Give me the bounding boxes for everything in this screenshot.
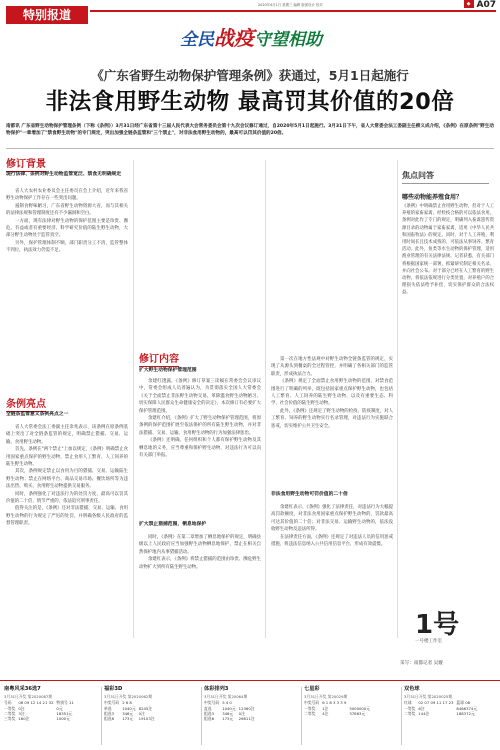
lottery-block: [4, 685, 98, 747]
lottery-footer: [0, 680, 500, 750]
page-number-badge-icon: ◆: [464, 0, 474, 8]
lottery-results-table: [204, 700, 258, 722]
lottery-results-table: [404, 700, 480, 716]
table-cell: 0注: [138, 711, 145, 717]
table-cell: 0注: [238, 711, 245, 717]
col2-para-3: 《条例》还明确，任何组织和个人都有保护野生动物及其栖息地的义务，应当尊重和保护野生动物，对违法行为可以向有关部门举报。: [139, 438, 261, 459]
lottery-title: 南粤风采36选7: [4, 686, 41, 692]
table-cell: 188372元: [456, 711, 475, 717]
col2-subhead: 扩大野生动物保护管理范围: [139, 368, 197, 373]
footer-divider: [201, 687, 202, 745]
slogan-part-2: 战疫: [214, 26, 254, 50]
section-title-highlights: 条例亮点: [6, 395, 46, 410]
table-cell: 8245注: [138, 705, 153, 711]
table-cell: 组选3: [204, 711, 215, 717]
table-cell: 0元: [56, 705, 63, 711]
col2-subhead-2: 扩大禁止猎捕范围，栖息地保护: [139, 522, 207, 527]
table-cell: 160注: [18, 716, 30, 722]
table-cell: 02 07 09 11 17 23: [418, 700, 454, 706]
table-cell: 一等奖: [4, 705, 16, 711]
lottery-title: 福彩3D: [104, 686, 123, 692]
table-cell: 19103注: [138, 716, 155, 722]
col2-para-2: 余建红介绍，《条例》扩大了野生动物保护管理范围，将原条例的保护范围扩展至依法保护的所有陆生野生动物，并对非法猎捕、交易、运输、食用野生动物的行为加强法律惩治。: [139, 416, 261, 436]
table-cell: 1000元: [56, 716, 70, 722]
table-cell: 0注: [18, 705, 25, 711]
col3-para-1: 第一次在地方性法规中对野生动物全链条监管的规定，实现了从源头到餐桌的全过程管控，并明确了各相关部门的监管职责，形成执法合力。: [271, 357, 393, 377]
table-cell: 红球: [404, 700, 412, 706]
table-cell: 3注: [18, 711, 25, 717]
special-report-tag: 特别报道: [6, 6, 88, 24]
table-cell: 18351元: [56, 711, 73, 717]
masthead: [0, 0, 500, 62]
section-title-background: 修订背景: [6, 155, 46, 170]
col3-para-3: 此外，《条例》还规定了野生动物的检疫、防疫制度，对人工繁育、饲养的野生动物实行名录管理，对违法行为实施联合惩戒，切实维护公共卫生安全。: [271, 408, 393, 429]
slogan-part-3: 守望相助: [254, 30, 322, 50]
table-cell: 组选6: [204, 716, 215, 722]
table-cell: 346元: [222, 711, 234, 717]
col3-para-4: 余建红表示，《条例》强化了法律责任，对违法行为大幅提高罚款额度，对非法食用国家重点保护野生动物的，罚款最高可达其价值的二十倍；对非法交易、运输野生动物的，依法没收野生动物及违法所得。: [271, 505, 393, 533]
table-cell: 346元: [122, 711, 134, 717]
col1-para-7: 其次，条例规定禁止以食用为目的猎捕、交易、运输陆生野生动物；禁止在网络平台、商品交易市场、餐饮场所等为违法出售、购买、食用野生动物提供交易服务。: [6, 469, 128, 490]
col3-body: [271, 356, 393, 486]
article-headline: 非法食用野生动物 最高罚其价值的20倍: [45, 89, 455, 115]
article-lead: 南都讯 广东省野生动物保护管理条例（下称《条例》）3月31日经广东省第十三届人民代表大会常务委员会第十九次会议修订通过，自2020年5月1日起施行。3月31日下午，省人大常委会法工委副主任柳义成介绍，《条例》在原条例"野生动物保护"一章增加了"禁食野生动物"的专门规定，突出加强全链条监管和"三个禁止"，对非法食用野生动物的，最高可以罚其价值的20倍。: [6, 124, 494, 137]
lottery-title: 双色球: [404, 686, 420, 692]
lottery-draw-info: 3月31日开奖 第2020062期: [104, 694, 153, 699]
col2-body-2: [139, 534, 261, 676]
col1-para-6: 首先，条例在"两个禁止"上加以规定，《条例》明确禁止食用国家重点保护的野生动物，禁止食用人工繁育、人工饲养的陆生野生动物。: [6, 447, 128, 468]
col1-body-2: [6, 424, 128, 676]
col2-para-4: 同时，《条例》在第二章增加了栖息地保护的规定，明确县级以上人民政府应当加强野生动物栖息地保护，禁止在相关自然保护地内从事猎捕活动。: [139, 535, 261, 555]
lottery-draw-info: 3月31日开奖 第20064期: [204, 694, 248, 699]
table-row: [404, 711, 480, 716]
page-number-label: A07: [476, 0, 496, 10]
lottery-block: [304, 685, 398, 747]
table-row: [304, 711, 373, 716]
article-kicker: 《广东省野生动物保护管理条例》获通过，5月1日起施行: [91, 68, 409, 83]
lottery-block: [104, 685, 198, 747]
col2-para-1: 余建红透露，《条例》修订草案三读稿在常委会会议审议中，常委会组成人员普遍认为，为贯彻落实全国人大常委会《关于全面禁止非法野生动物交易、革除滥食野生动物陋习、切实保障人民群众生命健康安全的决定》，本次修订有必要扩大保护管理范围。: [139, 379, 261, 414]
lottery-results-table: [304, 700, 373, 716]
col1-para-8: 同时，条例强化了对违法行为的处罚力度，最高可以罚其价值的二十倍，情节严重的，依法追究刑事责任。: [6, 491, 128, 505]
col1-para-3: 一方面，现有法律对野生动物的保护范围主要是珍贵、濒危、有益或者有重要经济、科学研究价值的陆生野生动物，大部分野生动物处于监管真空。: [6, 218, 128, 239]
studio-logo: [415, 612, 467, 654]
col2-para-5: 余建红表示，《条例》将禁止猎捕的范围由珍贵、濒危野生动物扩大到所有陆生野生动物。: [139, 557, 261, 570]
table-cell: 37863元: [349, 711, 366, 717]
table-cell: 06 09 12 14 21 32: [18, 700, 54, 706]
col1-body: [6, 188, 128, 388]
column-divider: [133, 160, 134, 638]
table-cell: 26611注: [238, 716, 255, 722]
lottery-draw-info: 3月31日开奖 第2020087期: [4, 694, 53, 699]
table-cell: 1040元: [222, 705, 236, 711]
table-cell: 特别号 11: [56, 700, 74, 706]
issue-meta: 2020年4月1日 星期三 编辑 版面设计 校对: [258, 3, 323, 7]
lottery-title: 七星彩: [304, 686, 320, 692]
col3-subhead: 非法食用野生动物可罚价值的二十倍: [271, 492, 348, 497]
table-cell: 8466374元: [456, 705, 478, 711]
table-cell: 12360注: [238, 705, 255, 711]
table-cell: 号码: [4, 700, 12, 706]
section-title-revision: 修订内容: [139, 350, 179, 365]
table-row: [4, 716, 77, 721]
table-row: [204, 716, 258, 721]
table-row: [104, 716, 158, 721]
table-cell: 5000000元: [349, 705, 371, 711]
page-number: [464, 0, 496, 10]
table-cell: 144注: [418, 711, 430, 717]
footer-divider: [401, 687, 402, 745]
studio-logo-caption: 一号楼工作室: [415, 639, 442, 644]
sidebar-question: 哪些动物能养殖食用？: [402, 194, 463, 201]
table-cell: 中奖号码: [304, 700, 320, 706]
col1-para-5: 省人大常委会法工委副主任余兆表示，该条例在原条例基础上突出了对全链条监管的规定，明确禁止猎捕、交易、运输、食用野生动物。: [6, 425, 128, 445]
table-cell: 二等奖: [404, 711, 416, 717]
studio-logo-mark: 1号: [415, 610, 460, 640]
col1-subhead-2: 全链条监管意义条例亮点之一: [6, 412, 69, 417]
table-cell: 2 6 8: [122, 700, 132, 706]
sidebar-text: 《条例》中明确禁止食用野生动物，但对于人工养殖的家畜家禽，经检疫合格的可以依法食用。条例对此作了专门的规定，明确列入畜禽遗传资源目录的动物属于家畜家禽，适用《中华人民共和国畜牧法》的规定。同时，对于人工养殖、利用时间长且技术成熟的，可依法从事饲养、繁育活动。此外，鱼类等水生动物的保护管理，适用渔业管理的有关法律法规。记者获悉，有关部门将根据国家统一部署，抓紧研究制定相关名录，并向社会公布。对于部分已经在人工繁育的野生动物，将依法依规进行分类处置，对养殖户的合理损失依法给予补偿，切实保护群众的合法权益。: [402, 204, 494, 296]
table-cell: 173元: [122, 716, 134, 722]
lottery-block: [404, 685, 498, 747]
table-cell: 6注: [418, 705, 425, 711]
col3-body-2: [271, 504, 393, 676]
table-cell: 组选3: [104, 711, 115, 717]
campaign-slogan: [180, 22, 322, 51]
col1-para-9: 值得关注的是，《条例》还对非法猎捕、交易、运输、食用野生动物的行为规定了严厉的处罚，并明确各级人民政府的监督管理职责。: [6, 506, 128, 527]
col3-para-2: 《条例》规定了全面禁止食用野生动物的范围，对禁食范围进行了明确的列举，既包括国家重点保护野生动物，也包括人工繁育、人工饲养的陆生野生动物，以及有重要生态、科学、社会价值的陆生野生动物。: [271, 379, 393, 407]
table-cell: 中奖号码: [104, 700, 120, 706]
col1-para-2: 遏制食野味陋习，广东省野生动物资源大省，而与其相关的法律法规和管理制度还有不少漏洞和空白。: [6, 203, 128, 217]
table-cell: 二等奖: [4, 711, 16, 717]
table-cell: 1040元: [122, 705, 136, 711]
table-cell: 蓝球 08: [456, 700, 471, 706]
column-divider: [265, 160, 266, 638]
table-cell: 1注: [322, 705, 329, 711]
col1-para-4: 另外，保护管理体制不顺，部门职责分工不清，监管整体不到位，执法效力仍需不足。: [6, 240, 128, 254]
table-cell: 直选: [204, 705, 212, 711]
table-cell: 一等奖: [304, 705, 316, 711]
lottery-results-table: [4, 700, 77, 722]
sidebar-title: 焦点问答: [402, 171, 434, 180]
title-divider: [6, 148, 494, 149]
col1-subhead: 现行法律、条例对野生动物监管宽泛、禁食无明确规定: [6, 172, 122, 177]
table-cell: 二等奖: [304, 711, 316, 717]
table-cell: 6 1 8 3 3 3 9: [322, 700, 347, 706]
table-cell: 三等奖: [4, 716, 16, 722]
col1-para-1: 省人大农村农业委员会主任委员在会上介绍，近年来我省野生动物保护工作存在一些突出问题。: [6, 189, 128, 202]
lottery-block: [204, 685, 298, 747]
table-cell: 中奖号码: [204, 700, 220, 706]
lottery-draw-info: 3月31日开奖 第2020025期: [404, 694, 453, 699]
footer-divider: [101, 687, 102, 745]
byline: 采写：南都记者 吴璇: [400, 661, 443, 666]
slogan-part-1: 全民: [180, 30, 214, 50]
table-cell: 一等奖: [404, 705, 416, 711]
col3-para-5: 在法律责任方面，《条例》还规定了对违法人员的信用惩戒措施，将违法信息纳入公共信用信息平台，形成有效震慑。: [271, 534, 393, 548]
table-cell: 173元: [222, 716, 234, 722]
col2-body: [139, 378, 261, 518]
lottery-draw-info: 3月31日开奖 第20029期: [304, 694, 348, 699]
table-cell: 5 4 0: [222, 700, 232, 706]
column-divider: [397, 160, 398, 638]
table-cell: 组选6: [104, 716, 115, 722]
masthead-rule: [90, 10, 496, 12]
table-cell: 4注: [322, 711, 329, 717]
lottery-results-table: [104, 700, 158, 722]
footer-divider: [301, 687, 302, 745]
table-cell: 单选: [104, 705, 112, 711]
lottery-title: 体彩排列3: [204, 686, 229, 692]
